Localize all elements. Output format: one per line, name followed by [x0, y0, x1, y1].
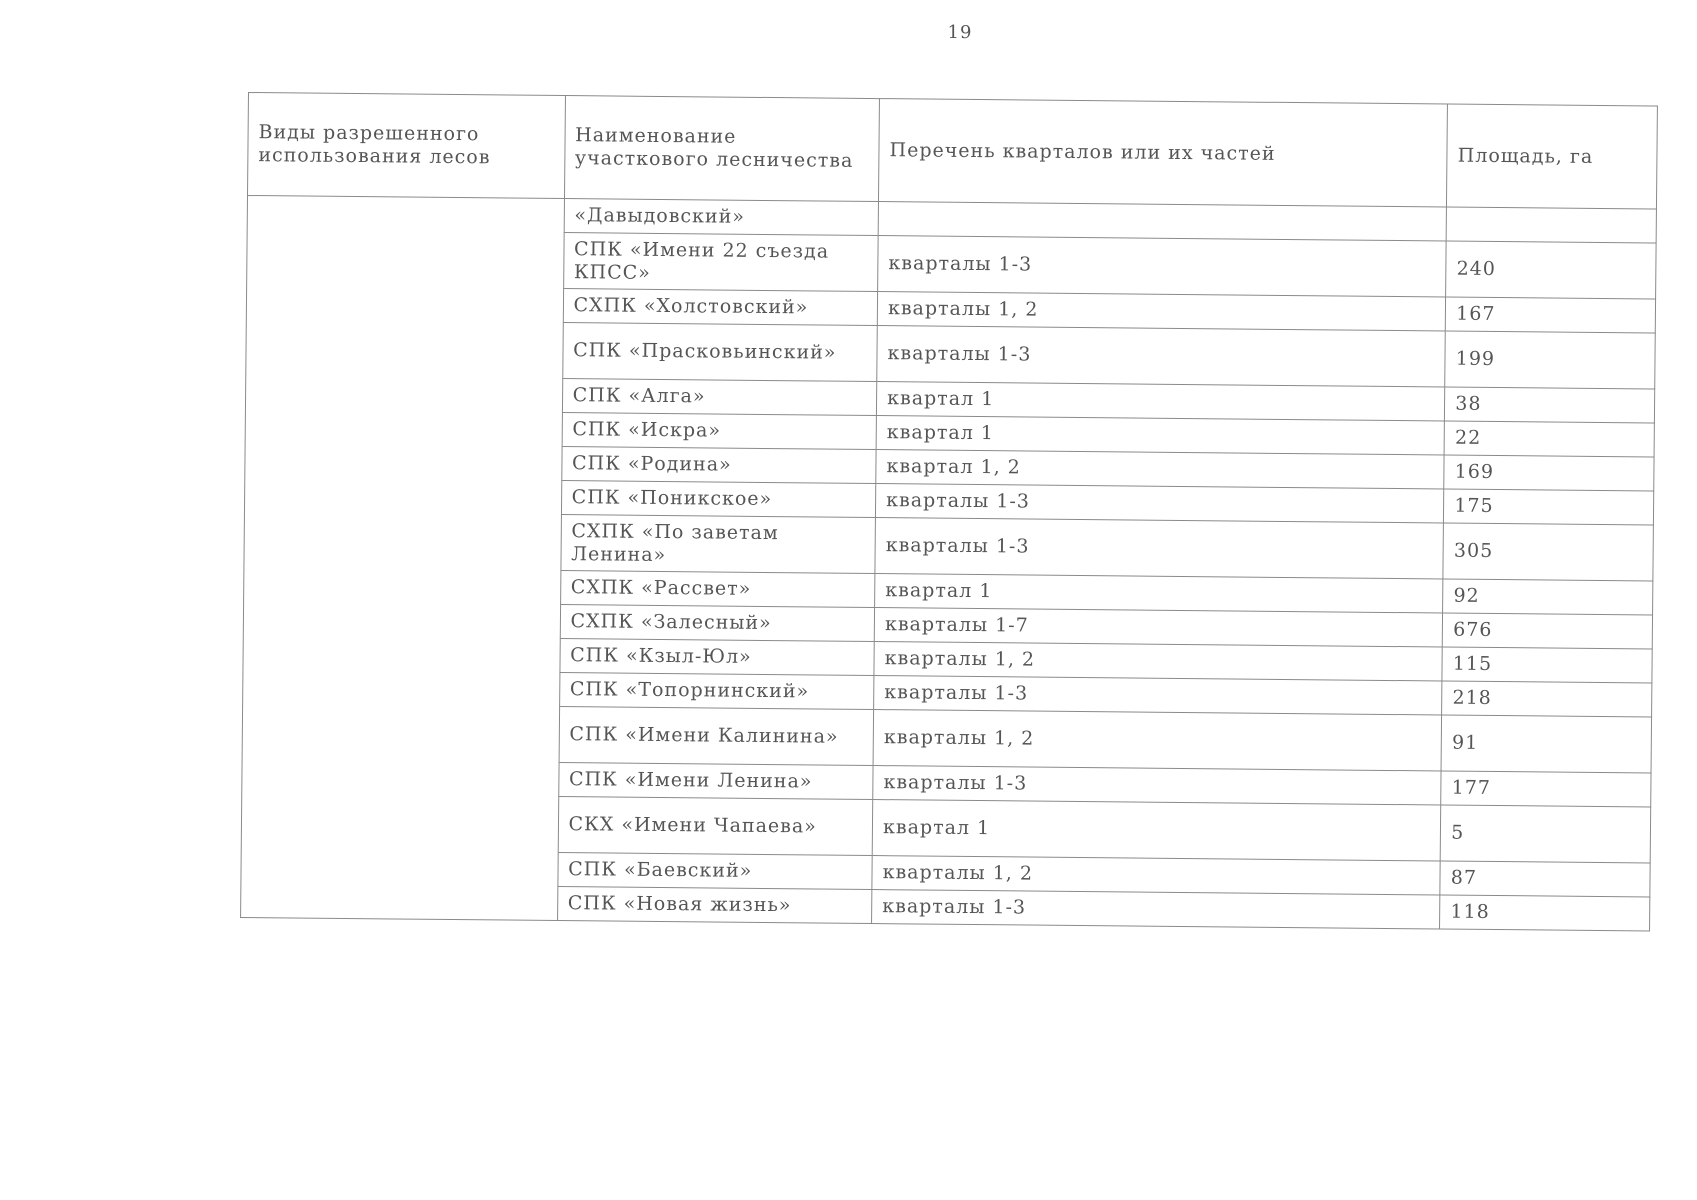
area-cell: 167 — [1446, 297, 1656, 333]
header-area: Площадь, га — [1447, 104, 1658, 209]
quarters-cell: кварталы 1-7 — [874, 608, 1443, 647]
forestry-name-cell: СПК «Имени Калинина» — [559, 707, 874, 766]
area-cell: 676 — [1443, 613, 1653, 649]
area-cell: 169 — [1444, 455, 1654, 491]
quarters-cell: квартал 1 — [876, 416, 1445, 455]
area-cell: 92 — [1443, 579, 1653, 615]
header-forestry-name: Наименование участкового лесничества — [564, 96, 879, 202]
area-cell: 175 — [1444, 489, 1654, 525]
page-number: 19 — [947, 22, 973, 43]
quarters-cell: квартал 1 — [875, 574, 1444, 613]
table-body — [241, 196, 1657, 931]
area-cell: 305 — [1443, 523, 1653, 581]
forest-use-table — [240, 92, 1658, 931]
quarters-cell: квартал 1 — [877, 382, 1446, 421]
forestry-name-cell: СПК «Кзыл-Юл» — [560, 639, 875, 676]
forestry-name-cell: СПК «Баевский» — [557, 853, 872, 890]
quarters-cell: кварталы 1-3 — [876, 484, 1445, 523]
area-cell: 177 — [1441, 771, 1651, 807]
use-type-cell — [241, 196, 565, 921]
area-cell: 22 — [1444, 421, 1654, 457]
forestry-name-cell: СХПК «Холстовский» — [563, 289, 878, 326]
quarters-cell: кварталы 1-3 — [872, 890, 1441, 929]
forestry-name-cell: СХПК «По заветам Ленина» — [561, 515, 876, 574]
area-cell: 115 — [1442, 647, 1652, 683]
area-cell: 199 — [1445, 331, 1655, 389]
area-cell: 87 — [1440, 861, 1650, 897]
area-cell: 38 — [1445, 387, 1655, 423]
area-cell — [1446, 207, 1656, 243]
quarters-cell: кварталы 1-3 — [877, 326, 1446, 387]
forestry-name-cell: СПК «Искра» — [562, 413, 877, 450]
area-cell: 240 — [1446, 241, 1656, 299]
quarters-cell: кварталы 1-3 — [873, 766, 1442, 805]
forest-use-table-container — [240, 92, 1658, 931]
header-use-type: Виды разрешенного использования лесов — [248, 93, 566, 199]
quarters-cell — [878, 202, 1447, 241]
area-cell: 5 — [1440, 805, 1650, 863]
quarters-cell: квартал 1, 2 — [876, 450, 1445, 489]
quarters-cell: кварталы 1, 2 — [877, 292, 1446, 331]
forestry-name-cell: СПК «Имени Ленина» — [558, 763, 873, 800]
forestry-name-cell: СПК «Имени 22 съезда КПСС» — [563, 233, 878, 292]
forestry-name-cell: СКХ «Имени Чапаева» — [558, 797, 873, 856]
quarters-cell: кварталы 1, 2 — [874, 642, 1443, 681]
forestry-name-cell: СПК «Прасковьинский» — [562, 323, 877, 382]
quarters-cell: кварталы 1-3 — [878, 236, 1447, 297]
forestry-name-cell: «Давыдовский» — [564, 199, 879, 236]
quarters-cell: кварталы 1-3 — [875, 518, 1444, 579]
forestry-name-cell: СПК «Новая жизнь» — [557, 887, 872, 924]
forestry-name-cell: СХПК «Залесный» — [560, 605, 875, 642]
area-cell: 118 — [1440, 895, 1650, 931]
area-cell: 218 — [1442, 681, 1652, 717]
quarters-cell: кварталы 1, 2 — [872, 856, 1441, 895]
quarters-cell: кварталы 1-3 — [874, 676, 1443, 715]
forestry-name-cell: СПК «Родина» — [561, 447, 876, 484]
table-header-row — [248, 93, 1658, 210]
area-cell: 91 — [1441, 715, 1651, 773]
forestry-name-cell: СПК «Топорнинский» — [559, 673, 874, 710]
forestry-name-cell: СПК «Алга» — [562, 379, 877, 416]
header-quarters-list: Перечень кварталов или их частей — [879, 99, 1448, 207]
forestry-name-cell: СХПК «Рассвет» — [560, 571, 875, 608]
forestry-name-cell: СПК «Поникское» — [561, 481, 876, 518]
quarters-cell: квартал 1 — [872, 800, 1441, 861]
quarters-cell: кварталы 1, 2 — [873, 710, 1442, 771]
